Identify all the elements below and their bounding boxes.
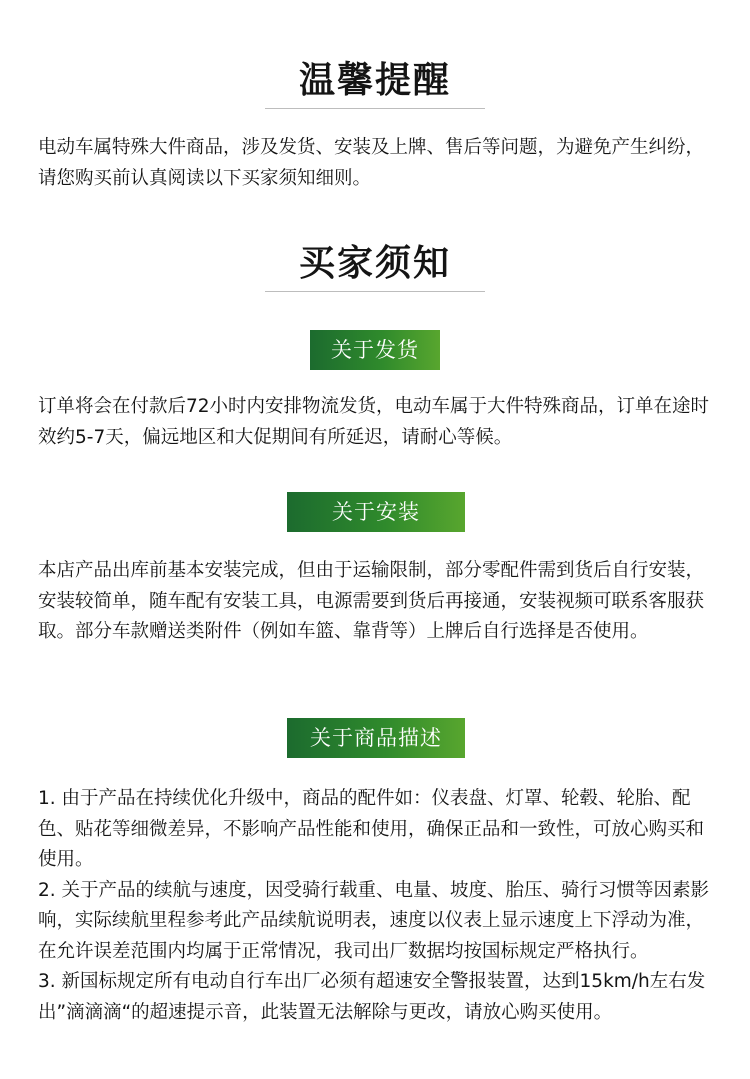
reminder-text <box>38 133 718 194</box>
installation-badge: 关于安装 <box>287 492 465 532</box>
notice-divider <box>265 291 485 292</box>
reminder-title: 温馨提醒 <box>298 60 451 101</box>
shipping-text <box>38 392 718 453</box>
installation-paragraph: 本店产品出库前基本安装完成，但由于运输限制，部分零配件需到货后自行安装，安装较简单，随车配有安装工具，电源需要到货后再接通，安装视频可联系客服获取。部分车款赠送类附件（例如车篮、靠背等）上牌后自行选择是否使用。 <box>38 560 705 642</box>
installation-text <box>38 556 718 648</box>
description-item-1: 1. 由于产品在持续优化升级中，商品的配件如：仪表盘、灯罩、轮毂、轮胎、配色、贴花等细微差异，不影响产品性能和使用，确保正品和一致性，可放心购买和使用。 <box>38 788 705 870</box>
description-badge: 关于商品描述 <box>287 718 465 758</box>
description-item-2: 2. 关于产品的续航与速度，因受骑行载重、电量、坡度、胎压、骑行习惯等因素影响，实际续航里程参考此产品续航说明表，速度以仪表上显示速度上下浮动为准，在允许误差范围内均属于正常情况，我司出厂数据均按国标规定严格执行。 <box>38 879 710 962</box>
notice-title: 买家须知 <box>298 243 451 284</box>
description-text <box>38 784 718 1028</box>
reminder-divider <box>265 108 485 109</box>
reminder-paragraph: 电动车属特殊大件商品，涉及发货、安装及上牌、售后等问题，为避免产生纠纷，请您购买前认真阅读以下买家须知细则。 <box>38 137 705 189</box>
shipping-badge: 关于发货 <box>310 330 440 370</box>
description-item-3: 3. 新国标规定所有电动自行车出厂必须有超速安全警报装置，达到15km/h左右发出”滴滴滴“的超速提示音，此装置无法解除与更改，请放心购买使用。 <box>38 971 706 1023</box>
shipping-paragraph: 订单将会在付款后72小时内安排物流发货，电动车属于大件特殊商品，订单在途时效约5-7天，偏远地区和大促期间有所延迟，请耐心等候。 <box>38 396 710 448</box>
